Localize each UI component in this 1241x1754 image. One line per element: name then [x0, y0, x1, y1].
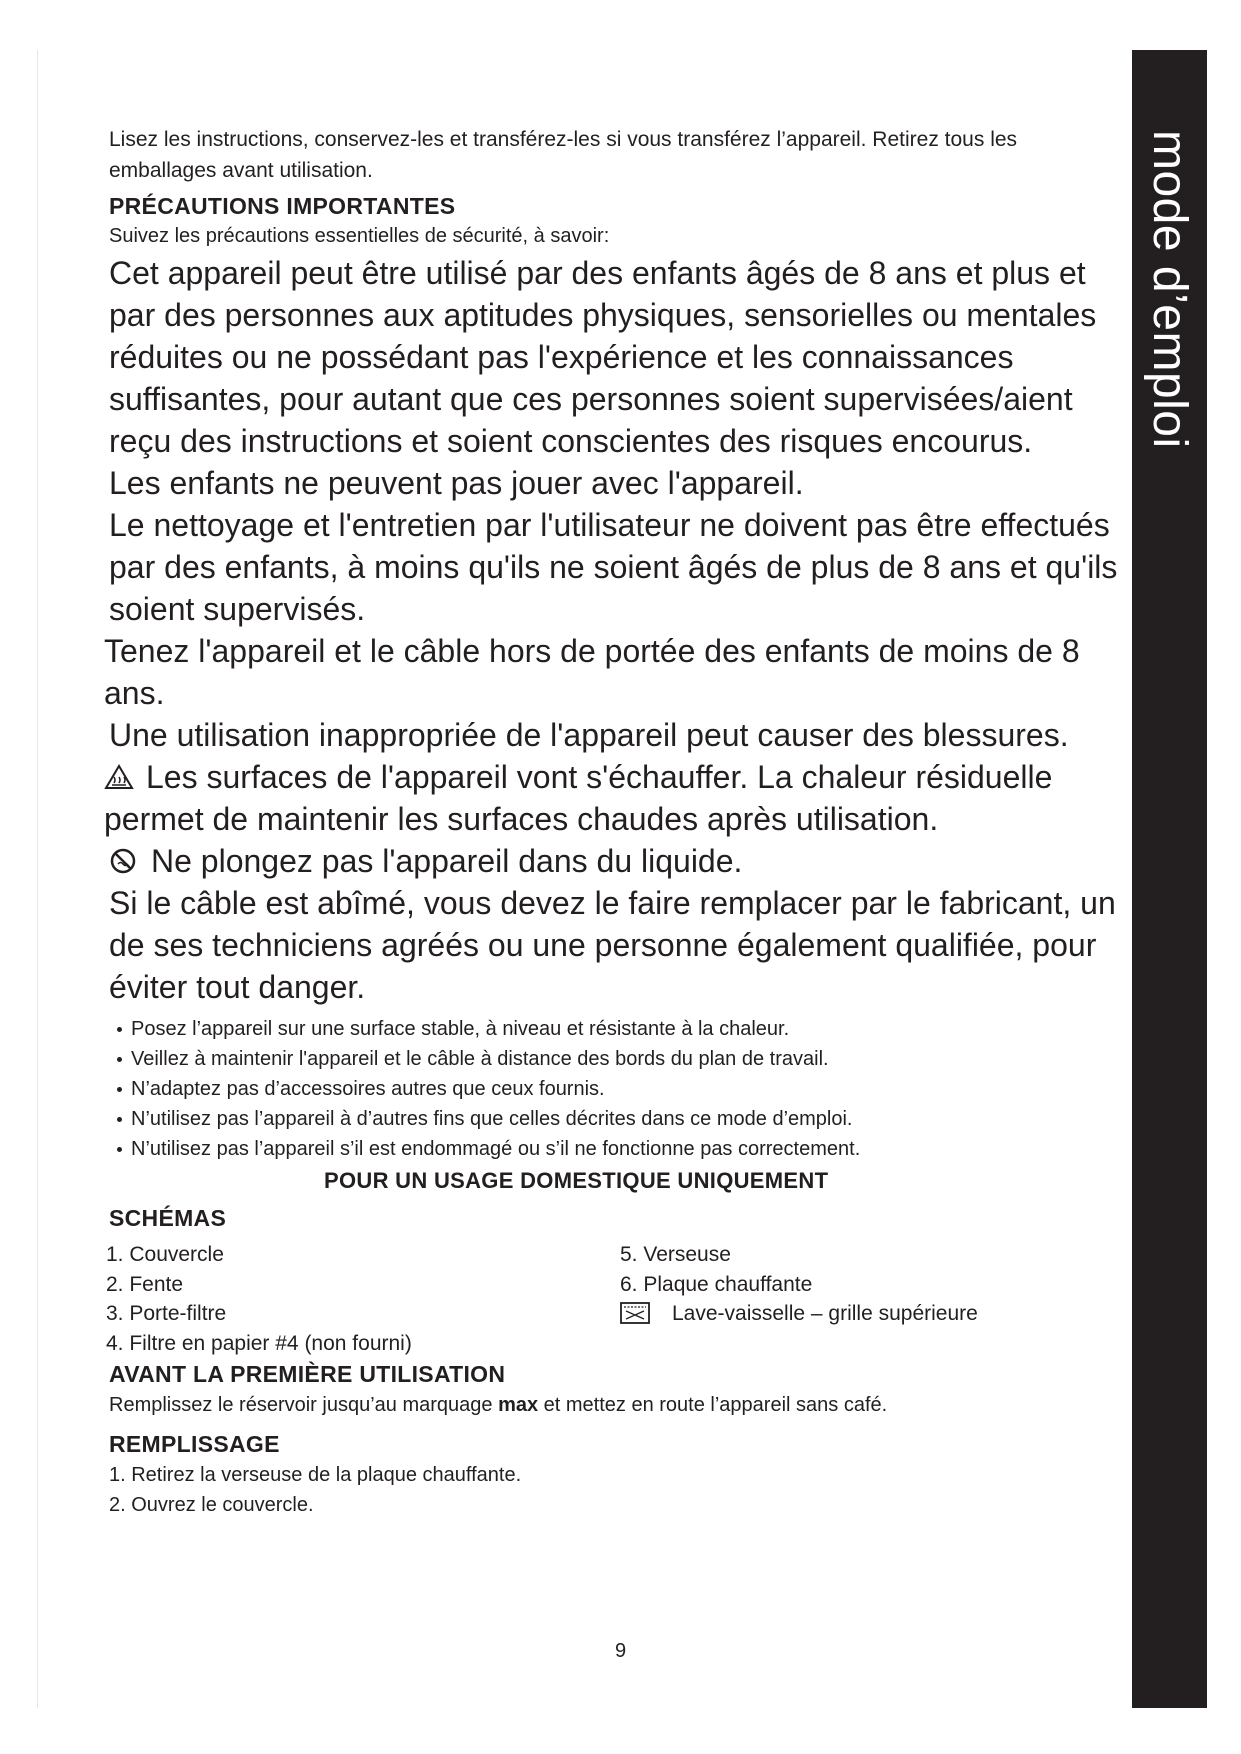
schema-item-filter-holder: 3. Porte-filtre	[106, 1302, 227, 1325]
list-item: N’utilisez pas l’appareil à d’autres fins que celles décrites dans ce mode d’emploi.	[117, 1104, 1124, 1134]
filling-step-2: 2. Ouvrez le couvercle.	[109, 1494, 314, 1516]
page-content	[104, 124, 1124, 1520]
precautions-heading: PRÉCAUTIONS IMPORTANTES	[109, 193, 456, 219]
schema-item-slot: 2. Fente	[106, 1272, 184, 1296]
warning-damaged-cable: Si le câble est abîmé, vous devez le faire remplacer par le fabricant, un de ses techniciens agréés ou une personne également qualifiée, pour éviter tout danger.	[109, 885, 1116, 1005]
warning-hot-surface	[104, 756, 1124, 840]
warning-misuse: Une utilisation inappropriée de l'appareil peut causer des blessures.	[109, 717, 1069, 753]
filling-step-1: 1. Retirez la verseuse de la plaque chauffante.	[109, 1464, 522, 1486]
warning-reach: Tenez l'appareil et le câble hors de portée des enfants de moins de 8 ans.	[104, 633, 1080, 711]
no-immersion-text: Ne plongez pas l'appareil dans du liquide.	[151, 843, 743, 879]
schema-item-lid: 1. Couvercle	[106, 1243, 224, 1266]
before-first-use-text-end: et mettez en route l’appareil sans café.	[538, 1394, 888, 1416]
warning-children-play: Les enfants ne peuvent pas jouer avec l'appareil.	[109, 465, 804, 501]
schemas-heading: SCHÉMAS	[109, 1205, 227, 1231]
dishwasher-top-rack-icon	[620, 1302, 650, 1324]
filling-heading: REMPLISSAGE	[109, 1431, 280, 1457]
before-first-use-heading: AVANT LA PREMIÈRE UTILISATION	[109, 1361, 506, 1387]
page-margin-rule	[37, 50, 38, 1708]
dishwasher-text: Lave-vaisselle – grille supérieure	[672, 1302, 978, 1325]
schema-item-dishwasher	[620, 1299, 978, 1329]
schema-item-carafe: 5. Verseuse	[620, 1243, 731, 1266]
warning-children-supervision: Cet appareil peut être utilisé par des enfants âgés de 8 ans et plus et par des personnes aux aptitudes physiques, sensorielles ou mentales réduites ou ne possédant pas l'expérience et les connaissances suffisantes, pour autant que ces personnes soient supervisées/aient reçu des instructions et soient conscientes des risques encourus.	[109, 255, 1097, 459]
side-tab-label: mode d’emploi	[1143, 130, 1196, 449]
schemas-section	[106, 1202, 1124, 1355]
safety-bullet-list	[109, 1014, 1124, 1164]
precautions-subtitle: Suivez les précautions essentielles de sécurité, à savoir:	[109, 225, 610, 247]
max-marking-label: max	[498, 1394, 539, 1416]
schemas-left-column	[106, 1240, 412, 1358]
filling-steps	[109, 1460, 1124, 1520]
schemas-right-column	[620, 1240, 978, 1329]
hot-surface-warning-icon	[104, 764, 134, 790]
hot-surface-text: Les surfaces de l'appareil vont s'échauffer. La chaleur résiduelle permet de maintenir les surfaces chaudes après utilisation.	[104, 759, 1053, 837]
list-item: N’utilisez pas l’appareil s’il est endommagé ou s’il ne fonctionne pas correctement.	[117, 1134, 1124, 1164]
before-first-use-text-start: Remplissez le réservoir jusqu’au marquage	[109, 1394, 499, 1416]
warning-cleaning: Le nettoyage et l'entretien par l'utilisateur ne doivent pas être effectués par des enfants, à moins qu'ils ne soient âgés de plus de 8 ans et qu'ils soient supervisés.	[109, 507, 1118, 627]
list-item: Veillez à maintenir l'appareil et le câble à distance des bords du plan de travail.	[117, 1044, 1124, 1074]
page-number: 9	[614, 1640, 627, 1662]
domestic-use-notice: POUR UN USAGE DOMESTIQUE UNIQUEMENT	[324, 1168, 829, 1193]
before-first-use-text	[109, 1390, 1124, 1420]
warning-no-immersion	[109, 840, 1124, 882]
no-immersion-icon	[109, 847, 137, 875]
safety-warnings	[104, 252, 1124, 1008]
schema-item-paper-filter: 4. Filtre en papier #4 (non fourni)	[106, 1331, 412, 1355]
schema-item-hotplate: 6. Plaque chauffante	[620, 1272, 813, 1296]
list-item: N’adaptez pas d’accessoires autres que ceux fournis.	[117, 1074, 1124, 1104]
list-item: Posez l’appareil sur une surface stable, à niveau et résistante à la chaleur.	[117, 1014, 1124, 1044]
intro-text: Lisez les instructions, conservez-les et transférez-les si vous transférez l’appareil. Retirez tous les emballages avant utilisation.	[109, 128, 1018, 182]
